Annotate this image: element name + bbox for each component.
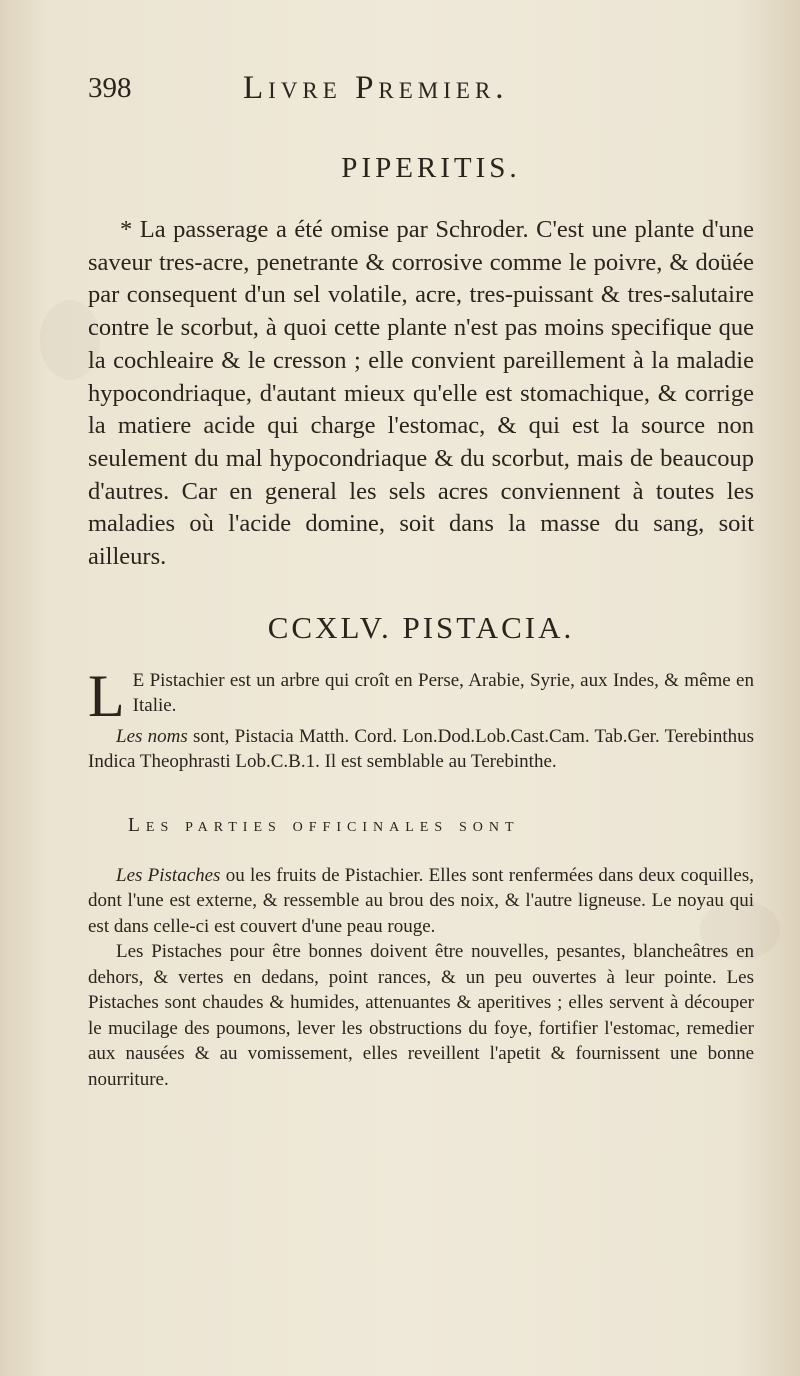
- names-paragraph: [88, 724, 754, 775]
- section-title: PIPERITIS.: [341, 152, 521, 184]
- pistaches-properties: Les Pistaches pour être bonnes doivent être nouvelles, pesantes, blancheâtres en dehors, & vertes en dedans, point rances, & un peu ouvertes à leur pointe. Les Pistaches sont chaudes & humides, attenuantes & aperitives ; elles servent à découper le mucilage des poumons, lever les obstructions du foye, fortifier l'estomac, remedier aux nausées & au vomissement, elles reveillent l'apetit & fournissent une bonne nourriture.: [88, 941, 754, 1090]
- parts-body: [88, 863, 754, 1093]
- chapter-title: CCXLV. PISTACIA.: [267, 609, 575, 645]
- intro-paragraph: E Pistachier est un arbre qui croît en Perse, Arabie, Syrie, aux Indes, & même en Italie.: [132, 669, 754, 717]
- pistaches-text: ou les fruits de Pistachier. Elles sont renfermées dans deux coquilles, dont l'une est externe, & ressemble au brou des noix, & l'autre ligneuse. Le noyau qui est dans celle-ci est couvert d'une peau rouge.: [88, 864, 755, 937]
- piperitis-paragraph: * La passerage a été omise par Schroder. C'est une plante d'une saveur tres-acre, penetrante & corrosive comme le poivre, & doüée par consequent d'un sel volatile, acre, tres-puissant & tres-salutaire contre le scorbut, à quoi cette plante n'est pas moins specifique que la cochleaire & le cresson ; elle convient pareillement à la maladie hypocondriaque, d'autant mieux qu'elle est stomachique, & corrige la matiere acide qui charge l'estomac, & qui est la source non seulement du mal hypocondriaque & du scorbut, mais de beaucoup d'autres. Car en general les sels acres conviennent à toutes les maladies où l'acide domine, soit dans la masse du sang, soit ailleurs.: [88, 216, 754, 571]
- page-header: [88, 60, 754, 130]
- pistaches-description: [88, 863, 754, 940]
- page-content: [88, 60, 754, 1092]
- names-label: Les noms: [116, 725, 188, 747]
- page-number: 398: [88, 72, 132, 104]
- chapter-intro: [88, 662, 754, 729]
- pistaches-label: Les Pistaches: [116, 864, 221, 886]
- drop-cap: L: [88, 662, 125, 729]
- running-head: Livre Premier.: [243, 70, 509, 106]
- parts-heading: Les parties officinales sont: [128, 814, 520, 836]
- names-text: sont, Pistacia Matth. Cord. Lon.Dod.Lob.Cast.Cam. Tab.Ger. Terebinthus Indica Theophrasti Lob.C.B.1. Il est semblable au Terebinthe.: [88, 725, 755, 773]
